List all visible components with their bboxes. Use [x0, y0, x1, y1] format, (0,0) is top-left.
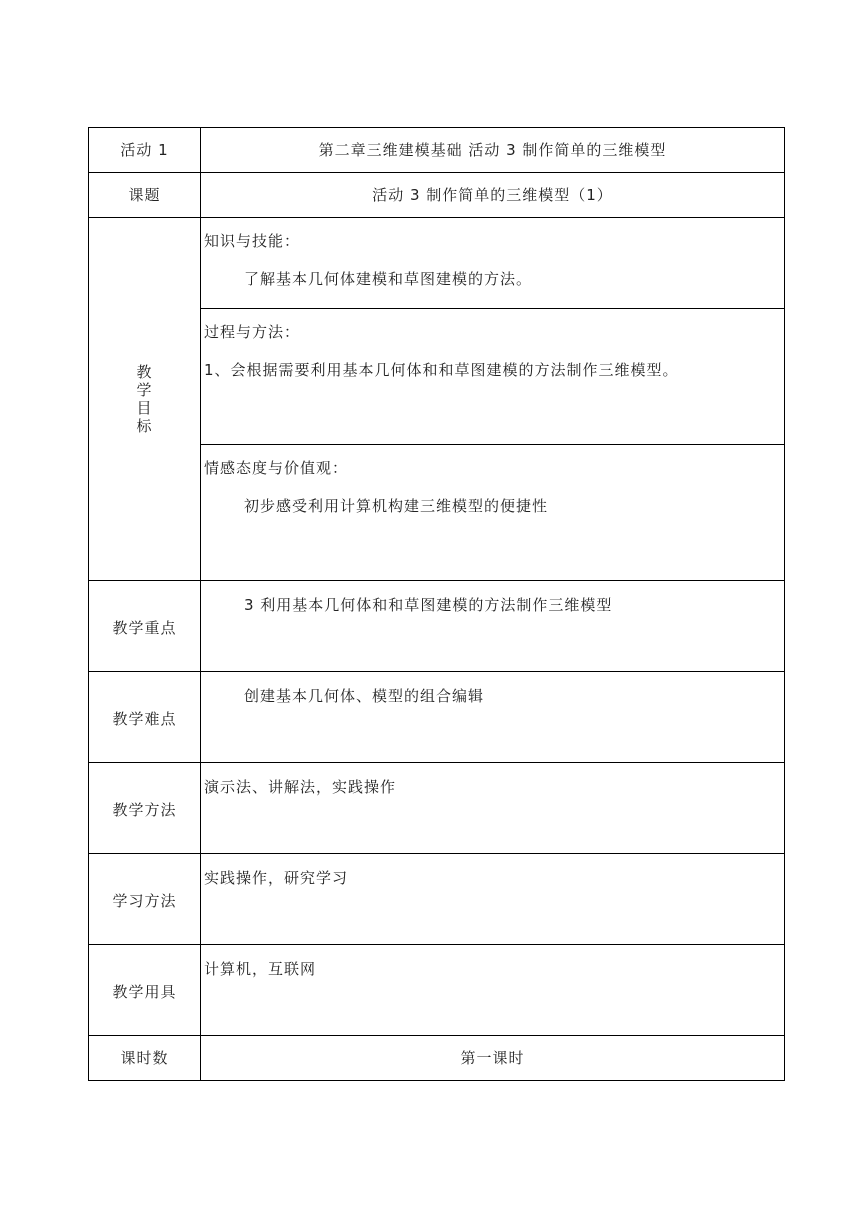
emotion-cell [201, 445, 785, 581]
learning-method-label-cell [89, 854, 201, 945]
objectives-label [89, 218, 201, 581]
objectives-label-char: 教 [136, 362, 153, 381]
knowledge-heading: 知识与技能： [204, 232, 301, 250]
topic-label: 课题 [89, 173, 201, 218]
row-key-points [89, 581, 785, 672]
objectives-label-vertical [135, 363, 155, 435]
learning-method-value: 实践操作，研究学习 [204, 869, 349, 887]
topic-value: 活动 3 制作简单的三维模型（1） [201, 173, 785, 218]
activity-label: 活动 1 [89, 128, 201, 173]
learning-method-cell [201, 854, 785, 945]
row-topic [89, 173, 785, 218]
teaching-method-value: 演示法、讲解法，实践操作 [204, 778, 397, 796]
objectives-label-char: 学 [136, 380, 153, 399]
row-learning-method [89, 854, 785, 945]
teaching-method-label-cell [89, 763, 201, 854]
row-difficulties [89, 672, 785, 763]
process-text: 1、会根据需要利用基本几何体和和草图建模的方法制作三维模型。 [204, 361, 679, 379]
knowledge-text: 了解基本几何体建模和草图建模的方法。 [244, 270, 533, 288]
tools-label: 教学用具 [112, 983, 177, 1001]
teaching-method-label: 教学方法 [112, 801, 177, 819]
key-points-cell [201, 581, 785, 672]
teaching-method-cell [201, 763, 785, 854]
row-activity [89, 128, 785, 173]
row-teaching-method [89, 763, 785, 854]
process-cell [201, 309, 785, 445]
periods-value: 第一课时 [201, 1036, 785, 1081]
tools-label-cell [89, 945, 201, 1036]
row-periods [89, 1036, 785, 1081]
activity-value: 第二章三维建模基础 活动 3 制作简单的三维模型 [201, 128, 785, 173]
objectives-label-char: 标 [136, 416, 153, 435]
process-heading: 过程与方法： [204, 323, 301, 341]
knowledge-cell [201, 218, 785, 309]
difficulties-cell [201, 672, 785, 763]
row-objective-knowledge [89, 218, 785, 309]
key-points-label: 教学重点 [112, 619, 177, 637]
tools-value: 计算机，互联网 [204, 960, 317, 978]
objectives-label-char: 目 [136, 398, 153, 417]
difficulties-label-cell [89, 672, 201, 763]
difficulties-label: 教学难点 [112, 710, 177, 728]
emotion-text: 初步感受利用计算机构建三维模型的便捷性 [244, 497, 549, 515]
tools-cell [201, 945, 785, 1036]
emotion-heading: 情感态度与价值观： [204, 459, 349, 477]
key-points-value: 3 利用基本几何体和和草图建模的方法制作三维模型 [244, 596, 613, 614]
difficulties-value: 创建基本几何体、模型的组合编辑 [244, 687, 485, 705]
row-tools [89, 945, 785, 1036]
key-points-label-cell [89, 581, 201, 672]
lesson-plan-table [88, 127, 785, 1081]
periods-label: 课时数 [89, 1036, 201, 1081]
learning-method-label: 学习方法 [112, 892, 177, 910]
